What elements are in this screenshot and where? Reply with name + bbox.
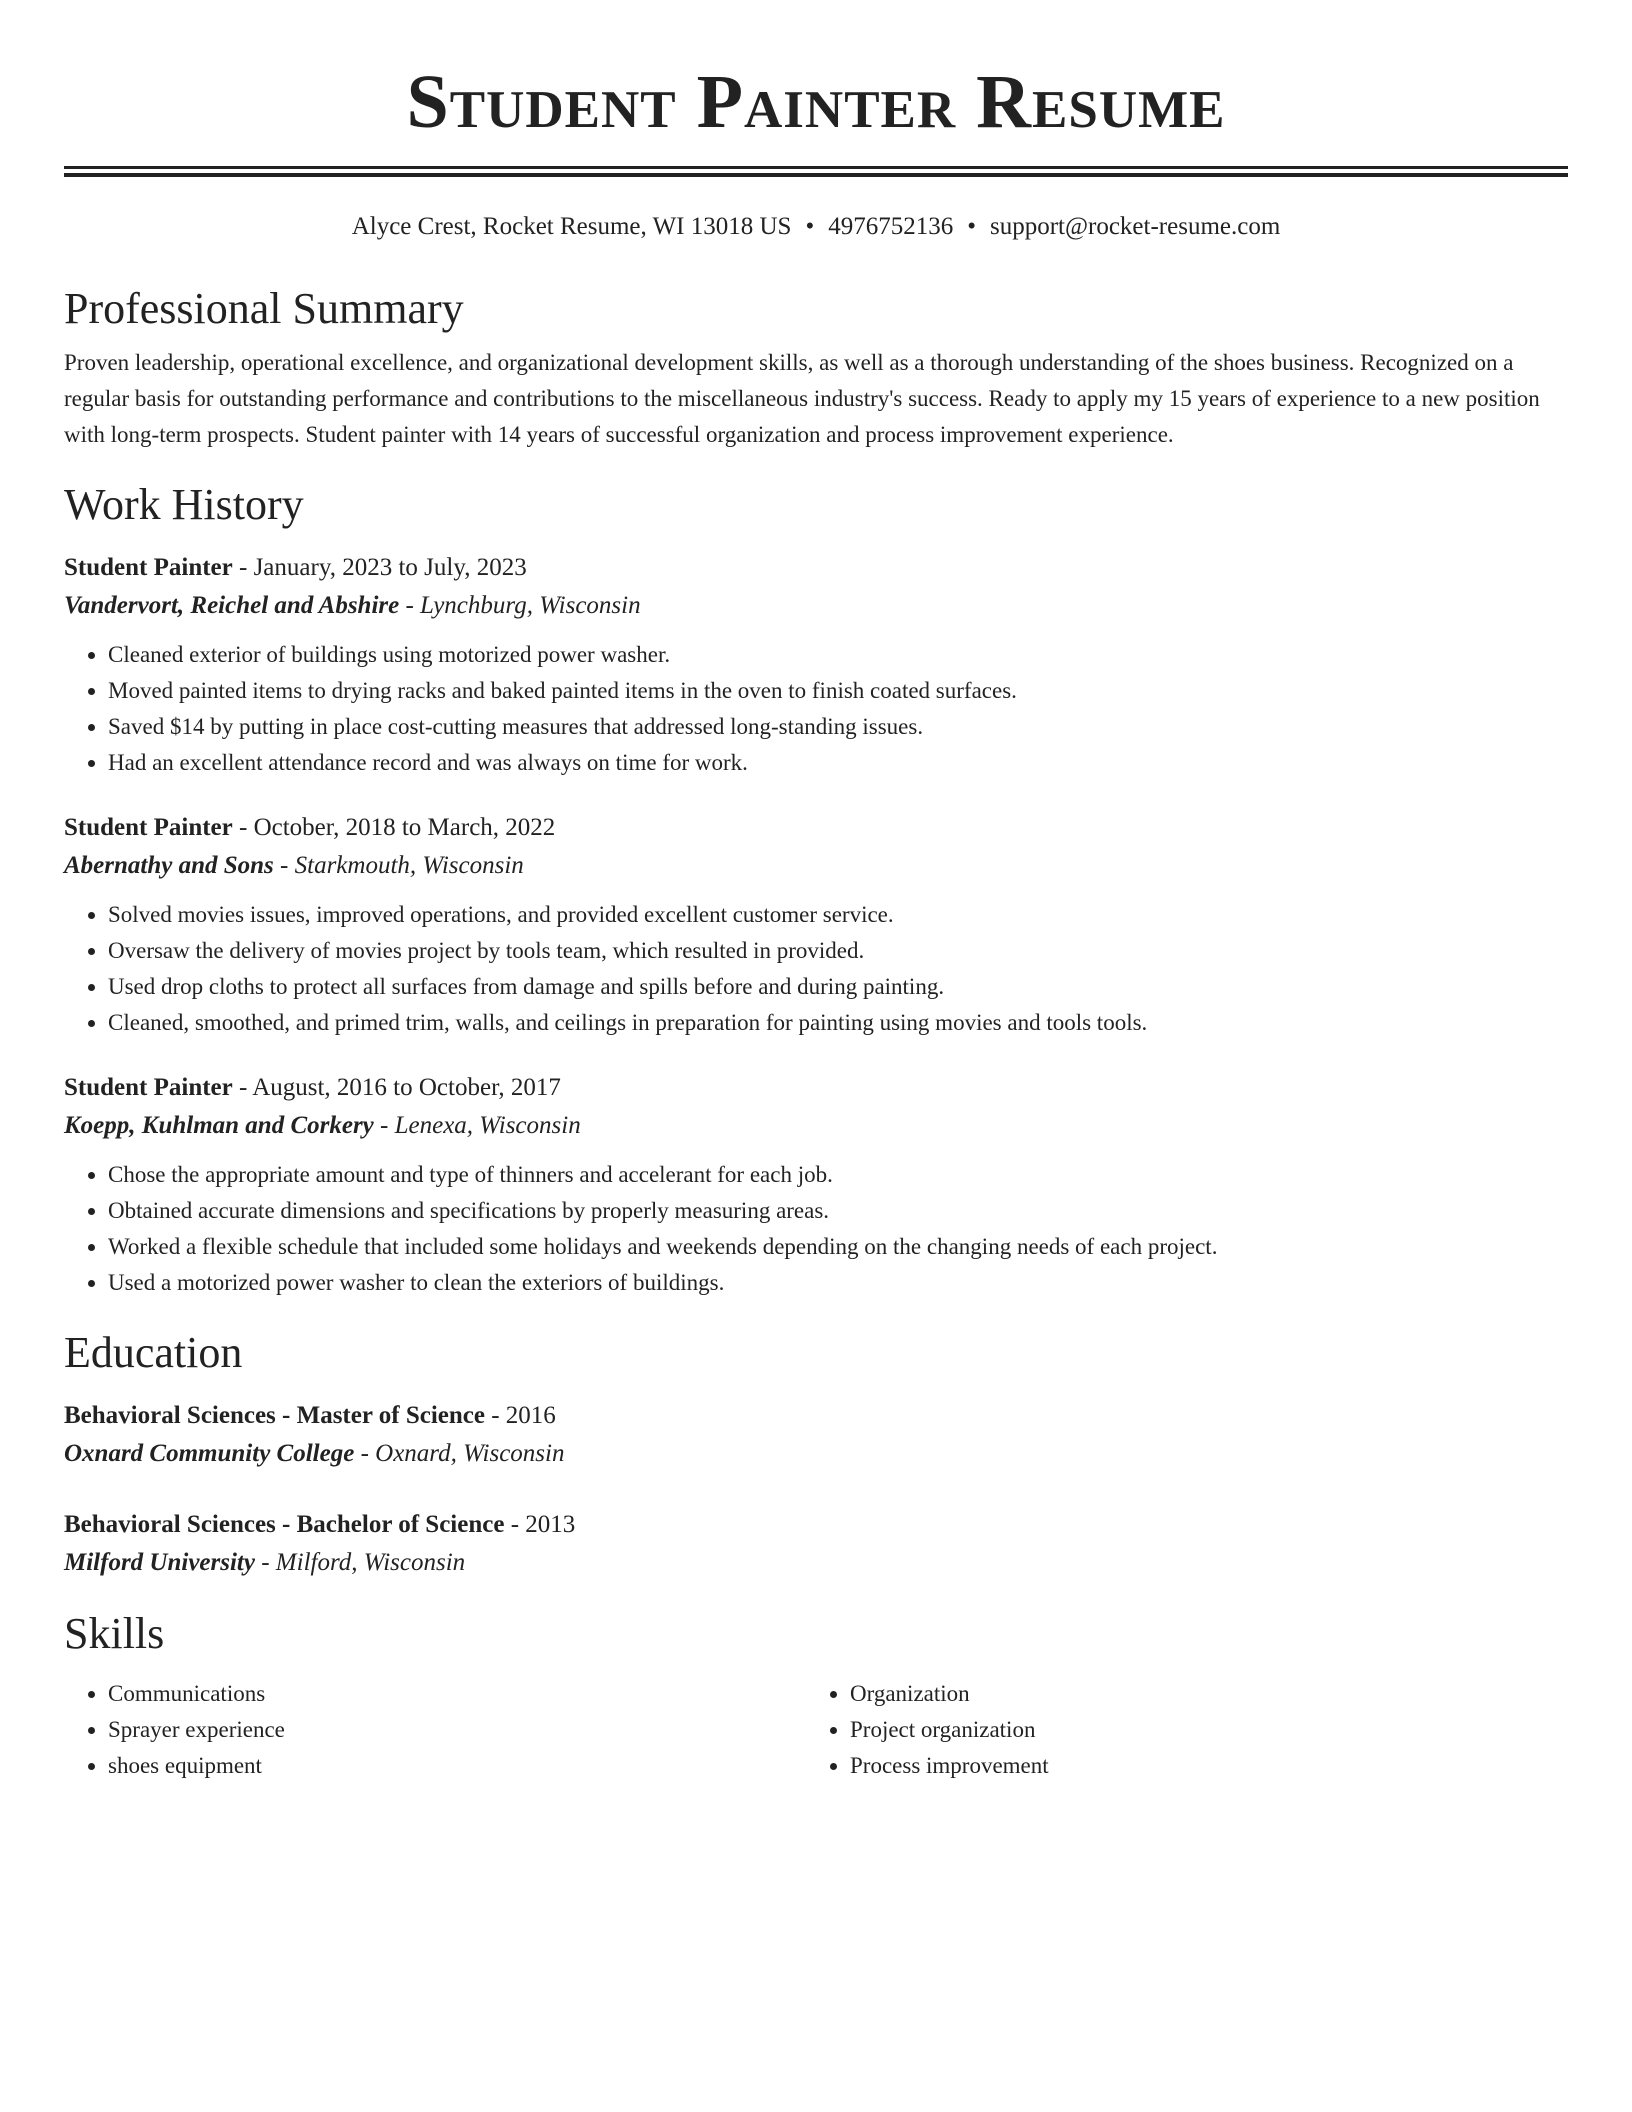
job-entry: [64, 1069, 1568, 1301]
job-role: Student Painter: [64, 1074, 233, 1101]
list-item: • Obtained accurate dimensions and specifications by properly measuring areas.: [108, 1193, 1568, 1229]
job-bullets: [64, 637, 1568, 781]
job-title-line: [64, 549, 1568, 587]
job-entry: [64, 809, 1568, 1041]
job-role: Student Painter: [64, 814, 233, 841]
contact-separator: •: [805, 213, 815, 240]
list-item: • Cleaned, smoothed, and primed trim, walls, and ceilings in preparation for painting using movies and tools tools.: [108, 1005, 1568, 1041]
contact-email: support@rocket-resume.com: [989, 213, 1281, 240]
skill-item: • Sprayer experience: [108, 1712, 806, 1748]
skill-item: • Project organization: [850, 1712, 1548, 1748]
list-item: • Oversaw the delivery of movies project by tools team, which resulted in provided.: [108, 933, 1568, 969]
degree-line: [64, 1506, 1568, 1544]
school-name: Milford University: [64, 1549, 255, 1576]
skills-column-left: [64, 1676, 806, 1784]
skill-item: • Process improvement: [850, 1748, 1548, 1784]
summary-text: Proven leadership, operational excellence, and organizational development skills, as well as a thorough understanding of the shoes business. Recognized on a regular basis for outstanding performance and contributions to the miscellaneous industry's success. Ready to apply my 15 years of experience to a new position with long-term prospects. Student painter with 14 years of successful organization and process improvement experience.: [64, 350, 1540, 447]
skills-column-right: [806, 1676, 1548, 1784]
employer-name: Vandervort, Reichel and Abshire: [64, 592, 400, 619]
school-location: - Milford, Wisconsin: [254, 1549, 466, 1576]
degree-name: Behavioral Sciences - Bachelor of Science: [64, 1511, 505, 1538]
school-name: Oxnard Community College: [64, 1440, 355, 1467]
list-item: • Solved movies issues, improved operations, and provided excellent customer service.: [108, 897, 1568, 933]
summary-heading: Professional Summary: [64, 284, 464, 333]
education-entry: [64, 1397, 1568, 1473]
list-item: • Used drop cloths to protect all surfaces from damage and spills before and during painting.: [108, 969, 1568, 1005]
list-item: • Chose the appropriate amount and type of thinners and accelerant for each job.: [108, 1157, 1568, 1193]
degree-year: - 2013: [504, 1511, 576, 1538]
list-item: • Worked a flexible schedule that included some holidays and weekends depending on the changing needs of each project.: [108, 1229, 1568, 1265]
employer-location: - Lynchburg, Wisconsin: [399, 592, 641, 619]
job-title-line: [64, 1069, 1568, 1107]
page-title: Student Painter Resume: [406, 60, 1226, 144]
school-location: - Oxnard, Wisconsin: [354, 1440, 565, 1467]
job-dates: - October, 2018 to March, 2022: [232, 814, 556, 841]
job-bullets: [64, 897, 1568, 1041]
title-divider: [64, 166, 1568, 177]
employer-line: [64, 587, 1568, 625]
contact-line: [64, 211, 1568, 243]
degree-name: Behavioral Sciences - Master of Science: [64, 1402, 485, 1429]
job-dates: - August, 2016 to October, 2017: [232, 1074, 561, 1101]
employer-line: [64, 1107, 1568, 1145]
job-entry: [64, 549, 1568, 781]
contact-address: Alyce Crest, Rocket Resume, WI 13018 US: [351, 213, 792, 240]
employer-name: Abernathy and Sons: [64, 852, 274, 879]
list-item: • Moved painted items to drying racks and baked painted items in the oven to finish coated surfaces.: [108, 673, 1568, 709]
skill-item: • Organization: [850, 1676, 1548, 1712]
education-heading: Education: [64, 1328, 243, 1377]
degree-line: [64, 1397, 1568, 1435]
employer-name: Koepp, Kuhlman and Corkery: [64, 1112, 374, 1139]
list-item: • Saved $14 by putting in place cost-cutting measures that addressed long-standing issues.: [108, 709, 1568, 745]
school-line: [64, 1435, 1568, 1473]
job-bullets: [64, 1157, 1568, 1301]
contact-phone: 4976752136: [828, 213, 954, 240]
list-item: • Had an excellent attendance record and was always on time for work.: [108, 745, 1568, 781]
list-item: • Used a motorized power washer to clean the exteriors of buildings.: [108, 1265, 1568, 1301]
work-history-heading: Work History: [64, 480, 304, 529]
job-title-line: [64, 809, 1568, 847]
employer-location: - Starkmouth, Wisconsin: [273, 852, 524, 879]
skills-heading: Skills: [64, 1609, 165, 1658]
job-dates: - January, 2023 to July, 2023: [232, 554, 527, 581]
employer-location: - Lenexa, Wisconsin: [373, 1112, 581, 1139]
skill-item: • Communications: [108, 1676, 806, 1712]
education-entry: [64, 1506, 1568, 1582]
contact-separator: •: [967, 213, 976, 240]
skills-grid: [64, 1676, 1568, 1784]
degree-year: - 2016: [484, 1402, 556, 1429]
employer-line: [64, 847, 1568, 885]
school-line: [64, 1544, 1568, 1582]
job-role: Student Painter: [64, 554, 233, 581]
skill-item: • shoes equipment: [108, 1748, 806, 1784]
list-item: • Cleaned exterior of buildings using motorized power washer.: [108, 637, 1568, 673]
